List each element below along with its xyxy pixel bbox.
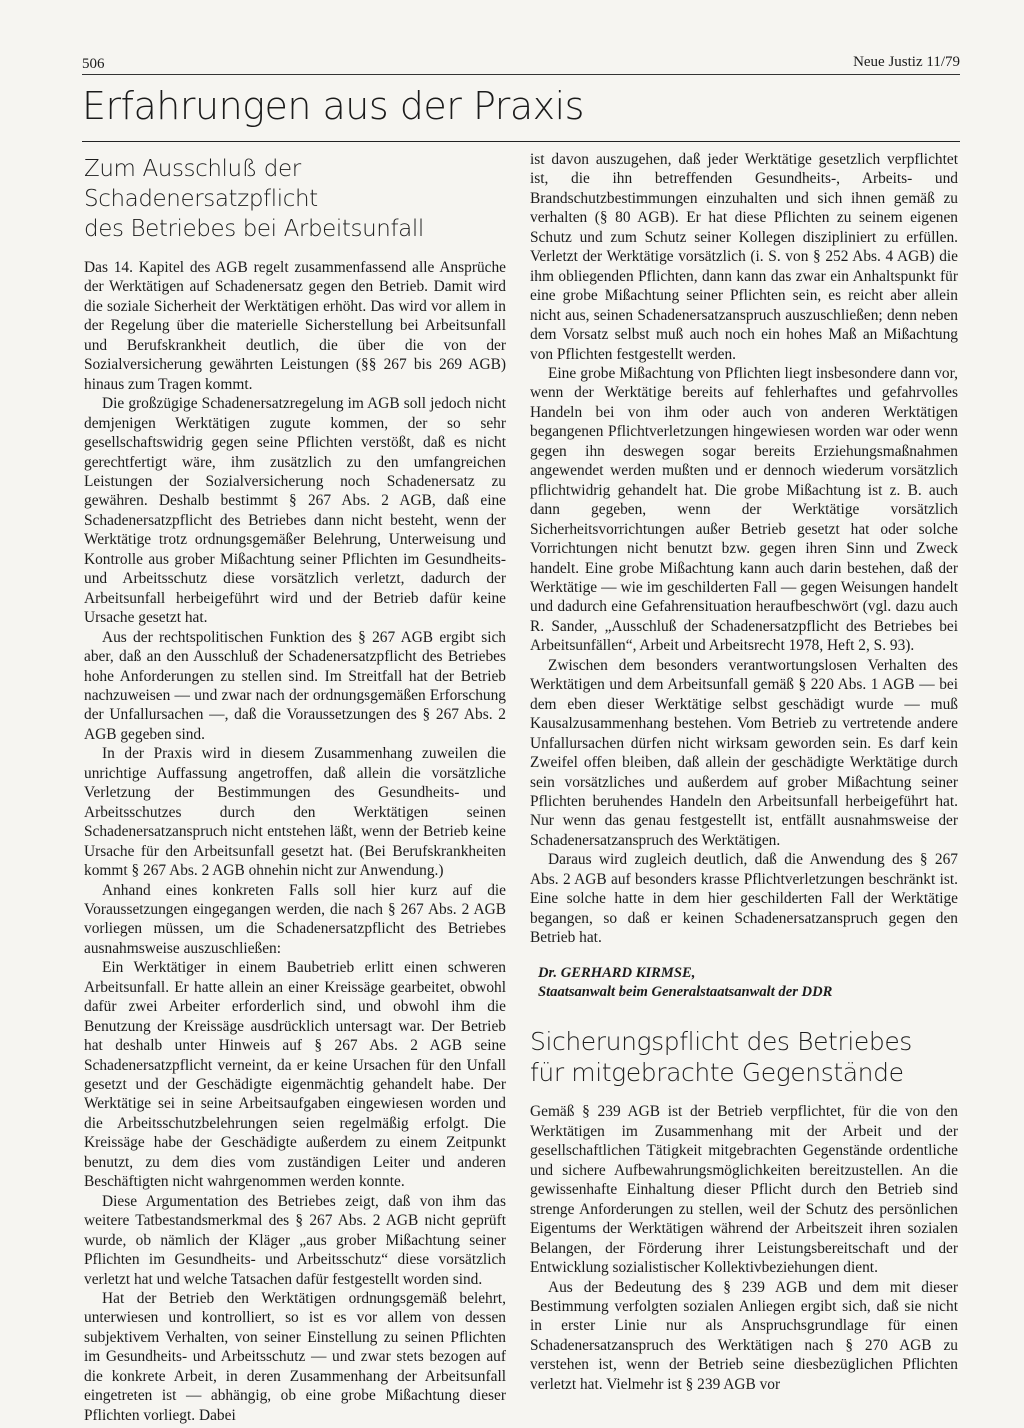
article1-paragraph: Diese Argumentation des Betriebes zeigt, daß von ihm das weitere Tatbestandsmerkmal des § 267 Abs. 2 AGB nicht geprüft wurde, ob nämlich der Kläger „aus grober Mißachtung seiner Pflichten im Gesundheits- und Arbeitsschutz“ diese vorsätzlich verletzt hat und welche Tatsachen dafür festgestellt worden sind.	[84, 1192, 506, 1288]
article1-paragraph: Aus der rechtspolitischen Funktion des § 267 AGB ergibt sich aber, daß an den Ausschluß der Schadenersatzpflicht des Betriebes hohe Anforderungen zu stellen sind. Im Streitfall hat der Betrieb nachzuweisen — und zwar nach der ordnungsgemäßen Erforschung der Unfallursachen —, daß die Voraussetzungen des § 267 Abs. 2 AGB gegeben sind.	[84, 628, 506, 743]
article2-title	[530, 1026, 958, 1088]
article2-title-line: Sicherungspflicht des Betriebes	[530, 1027, 912, 1057]
article1-paragraph: Ein Werktätiger in einem Baubetrieb erlitt einen schweren Arbeitsunfall. Er hatte allein an einer Kreissäge gearbeitet, obwohl dafür zwei Arbeiter erforderlich sind, und obwohl ihm die Benutzung der Kreissäge ausdrücklich untersagt war. Der Betrieb hat deshalb unter Hinweis auf § 267 Abs. 2 AGB seine Schadenersatzpflicht verneint, da er keine Ursachen für den Unfall gesetzt und der Geschädigte eigenmächtig gehandelt habe. Der Werktätige sei in seine Arbeitsaufgaben eingewiesen worden und die Arbeitsschutzbelehrungen seien regelmäßig erfolgt. Die Kreissäge habe der Geschädigte außerdem zu einem Zeitpunkt benutzt, zu dem dies vom zuständigen Leiter und anderen Beschäftigten nicht wahrgenommen werden konnte.	[84, 959, 506, 1191]
article1-paragraph: ist davon auszugehen, daß jeder Werktätige gesetzlich verpflichtet ist, die ihn betreffenden Gesundheits-, Arbeits- und Brandschutzbestimmungen einzuhalten und sich ihnen gemäß zu verhalten (§ 80 AGB). Er hat diese Pflichten zu seinem eigenen Schutz und zum Schutz seiner Kollegen diszipliniert zu erfüllen. Verletzt der Werktätige vorsätzlich (i. S. von § 252 Abs. 4 AGB) die ihm obliegenden Pflichten, dann kann das zwar ein Anhaltspunkt für eine grobe Mißachtung seiner Pflichten sein, es reicht aber allein nicht aus, seinen Schadenersatzanspruch auszuschließen; denn neben dem Vorsatz selbst muß auch noch ein hohes Maß an Mißachtung von Pflichten festgestellt werden.	[530, 151, 958, 363]
page-number: 506	[82, 56, 105, 72]
article1-paragraph: Anhand eines konkreten Falls soll hier kurz auf die Voraussetzungen eingegangen werden, die nach § 267 Abs. 2 AGB vorliegen müssen, um die Schadenersatzpflicht des Betriebes ausnahmsweise auszuschließen:	[84, 881, 506, 957]
article1-paragraph: Das 14. Kapitel des AGB regelt zusammenfassend alle Ansprüche der Werktätigen auf Schadenersatz gegen den Betrieb. Damit wird die soziale Sicherheit der Werktätigen erhöht. Das wird vor allem in der Regelung über die materielle Sicherstellung bei Arbeitsunfall und Berufskrankheit deutlich, die über die von der Sozialversicherung gewährten Leistungen (§§ 267 bis 269 AGB) hinaus zum Tragen kommt.	[84, 259, 506, 393]
article2-paragraph: Gemäß § 239 AGB ist der Betrieb verpflichtet, für die von den Werktätigen im Zusammenhang mit der Arbeit und der gesellschaftlichen Tätigkeit mitgebrachten Gegenstände ordentliche und sichere Aufbewahrungsmöglichkeiten bereitzustellen. An die gewissenhafte Einhaltung dieser Pflicht durch den Betrieb sind strenge Anforderungen zu stellen, weil der Schutz des persönlichen Eigentums der Werktätigen während der Arbeitszeit ihren sozialen Belangen, der Förderung ihrer Leistungsbereitschaft und der Entwicklung sozialistischer Kollektivbeziehungen dient.	[530, 1103, 958, 1277]
article2-title-line: für mitgebrachte Gegenstände	[530, 1058, 904, 1088]
article1-title	[84, 154, 506, 244]
section-title: Erfahrungen aus der Praxis	[82, 84, 584, 128]
journal-reference: Neue Justiz 11/79	[853, 54, 960, 70]
article1-paragraph: Die großzügige Schadenersatzregelung im AGB soll jedoch nicht demjenigen Werktätigen zugute kommen, der so sehr gesellschaftswidrig gegen seine Pflichten verstößt, daß es nicht gerechtfertigt wäre, ihm zusätzlich zu den umfangreichen Leistungen der Sozialversicherung noch Schadenersatz zu gewähren. Deshalb bestimmt § 267 Abs. 2 AGB, daß eine Schadenersatzpflicht des Betriebes dann nicht besteht, wenn der Werktätige trotz ordnungsgemäßer Belehrung, Unterweisung und Kontrolle aus grober Mißachtung seiner Pflichten im Gesundheits- und Arbeitsschutz diese vorsätzlich verletzt, dadurch der Arbeitsunfall herbeigeführt wird und der Betrieb dafür keine Ursache gesetzt hat.	[84, 395, 506, 627]
article1-paragraph: Hat der Betrieb den Werktätigen ordnungsgemäß belehrt, unterwiesen und kontrolliert, so ist es vor allem von dessen subjektivem Verhalten, von seiner Einstellung zu seinen Pflichten im Gesundheits- und Arbeitsschutz — und zwar stets bezogen auf die konkrete Arbeit, in deren Zusammenhang der Arbeitsunfall eingetreten ist — abhängig, ob eine grobe Mißachtung dieser Pflichten vorliegt. Dabei	[84, 1290, 506, 1424]
header-divider	[82, 74, 960, 75]
article1-title-line: Zum Ausschluß der Schadenersatzpflicht	[84, 156, 318, 212]
author-name: Dr. GERHARD KIRMSE,	[538, 964, 696, 981]
author-signature	[538, 964, 958, 1003]
section-divider	[82, 141, 960, 142]
article1-paragraph: In der Praxis wird in diesem Zusammenhang zuweilen die unrichtige Auffassung angetroffen, daß allein die vorsätzliche Verletzung der Bestimmungen des Gesundheits- und Arbeitsschutzes durch den Werktätigen seinen Schadenersatzanspruch nicht entstehen läßt, wenn der Betrieb keine Ursache für den Arbeitsunfall gesetzt hat. (Bei Berufskrankheiten kommt § 267 Abs. 2 AGB ohnehin nicht zur Anwendung.)	[84, 745, 506, 880]
page-header	[82, 52, 960, 76]
article1-paragraph: Daraus wird zugleich deutlich, daß die Anwendung des § 267 Abs. 2 AGB auf besonders krasse Pflichtverletzungen beschränkt ist. Eine solche hatte in dem hier geschilderten Fall der Werktätige begangen, so daß er keinen Schadenersatzanspruch gegen den Betrieb hat.	[530, 851, 958, 947]
left-column	[84, 150, 506, 1425]
author-role: Staatsanwalt beim Generalstaatsanwalt der DDR	[538, 984, 833, 1001]
right-column	[530, 150, 958, 1394]
article1-title-line: des Betriebes bei Arbeitsunfall	[84, 216, 424, 242]
article2-paragraph: Aus der Bedeutung des § 239 AGB und dem mit dieser Bestimmung verfolgten sozialen Anliegen ergibt sich, daß sie nicht in erster Linie nur als Anspruchsgrundlage für einen Schadenersatzanspruch des Werktätigen nach § 270 AGB zu verstehen ist, wenn der Betrieb seine diesbezüglichen Pflichten verletzt hat. Vielmehr ist § 239 AGB vor	[530, 1278, 958, 1393]
article1-paragraph: Eine grobe Mißachtung von Pflichten liegt insbesondere dann vor, wenn der Werktätige bereits auf fehlerhaftes und gefahrvolles Handeln bei von ihm oder auch von anderen Werktätigen begangenen Pflichtverletzungen hingewiesen worden war oder wenn gegen ihn deswegen sogar bereits Erziehungsmaßnahmen angewendet werden mußten und er dennoch wiederum vorsätzlich pflichtwidrig gehandelt hat. Die grobe Mißachtung ist z. B. auch dann gegeben, wenn der Werktätige vorsätzlich Sicherheitsvorrichtungen außer Betrieb gesetzt hat oder solche Vorrichtungen nicht benutzt bzw. gegen ihren Sinn und Zweck handelt. Eine grobe Mißachtung kann auch darin bestehen, daß der Werktätige — wie im geschilderten Fall — gegen Weisungen handelt und dadurch eine Gefahrensituation heraufbeschwört (vgl. dazu auch R. Sander, „Ausschluß der Schadenersatzpflicht des Betriebes bei Arbeitsunfällen“, Arbeit und Arbeitsrecht 1978, Heft 2, S. 93).	[530, 364, 958, 655]
article1-paragraph: Zwischen dem besonders verantwortungslosen Verhalten des Werktätigen und dem Arbeitsunfall gemäß § 220 Abs. 1 AGB — bei dem eben dieser Werktätige selbst geschädigt wurde — muß Kausalzusammenhang bestehen. Vom Betrieb zu vertretende andere Unfallursachen dürfen nicht wirksam geworden sein. Es darf kein Zweifel offen bleiben, daß allein der geschädigte Werktätige durch sein vorsätzliches und außerdem auf grober Mißachtung seiner Pflichten beruhendes Handeln den Arbeitsunfall herbeigeführt hat. Nur wenn das genau festgestellt ist, entfällt ausnahmsweise der Schadenersatzanspruch des Werktätigen.	[530, 656, 958, 849]
